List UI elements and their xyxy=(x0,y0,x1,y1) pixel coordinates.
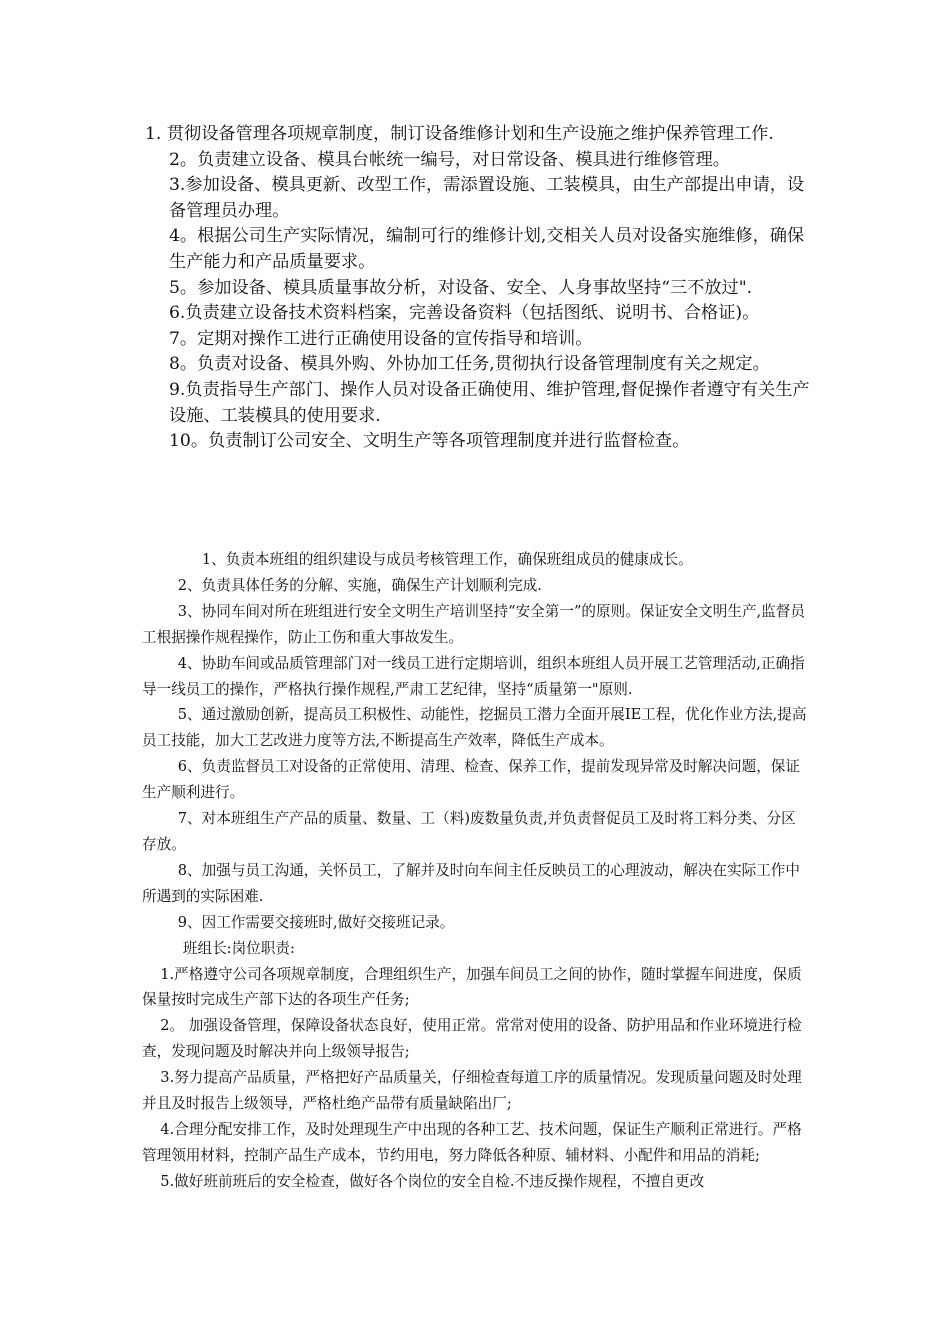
duty-paragraph: 6、负责监督员工对设备的正常使用、清理、检查、保养工作，提前发现异常及时解决问题，保证生产顺利进行。 xyxy=(142,758,800,802)
duty-paragraph: 8。负责对设备、模具外购、外协加工任务,贯彻执行设备管理制度有关之规定。 xyxy=(169,354,770,375)
duty-paragraph: 2。负责建立设备、模具台帐统一编号，对日常设备、模具进行维修管理。 xyxy=(169,149,730,170)
duty-paragraph: 4.合理分配安排工作，及时处理现生产中出现的各种工艺、技术问题，保证生产顺利正常进行。严格管理领用材料，控制产品生产成本，节约用电，努力降低各种原、辅材料、小配件和用品的消耗; xyxy=(142,1120,802,1164)
duty-paragraph: 4。根据公司生产实际情况，编制可行的维修计划,交相关人员对设备实施维修，确保生产能力和产品质量要求。 xyxy=(169,226,805,272)
duty-paragraph: 10。负责制订公司安全、文明生产等各项管理制度并进行监督检查。 xyxy=(169,431,690,452)
duty-paragraph: 1、负责本班组的组织建设与成员考核管理工作，确保班组成员的健康成长。 xyxy=(201,551,693,568)
duty-paragraph: 3、协同车间对所在班组进行安全文明生产培训坚持“安全第一”的原则。保证安全文明生产,监督员工根据操作规程操作，防止工伤和重大事故发生。 xyxy=(142,602,805,646)
duty-paragraph: 9、因工作需要交接班时,做好交接班记录。 xyxy=(177,913,455,931)
section-heading: 班组长:岗位职责: xyxy=(182,939,295,957)
duty-paragraph: 6.负责建立设备技术资料档案，完善设备资料（包括图纸、说明书、合格证)。 xyxy=(169,303,760,324)
duty-paragraph: 9.负责指导生产部门、操作人员对设备正确使用、维护管理,督促操作者遵守有关生产设施、工装模具的使用要求. xyxy=(169,379,810,426)
duty-paragraph: 2。 加强设备管理，保障设备状态良好，使用正常。常常对使用的设备、防护用品和作业环境进行检查，发现问题及时解决并向上级领导报告; xyxy=(142,1017,802,1061)
duty-paragraph: 5.做好班前班后的安全检查，做好各个岗位的安全自检.不违反操作规程，不擅自更改 xyxy=(160,1172,705,1190)
duty-paragraph: 7。定期对操作工进行正确使用设备的宣传指导和培训。 xyxy=(169,328,593,349)
duty-paragraph: 5。参加设备、模具质量事故分析，对设备、安全、人身事故坚持“三不放过". xyxy=(169,277,753,298)
duty-paragraph: 3.努力提高产品质量，严格把好产品质量关，仔细检查每道工序的质量情况。发现质量问题及时处理并且及时报告上级领导，严格杜绝产品带有质量缺陷出厂; xyxy=(142,1069,802,1113)
team-leader-duties xyxy=(142,547,810,1195)
duty-paragraph: 2、负责具体任务的分解、实施，确保生产计划顺利完成. xyxy=(177,576,542,594)
duty-paragraph: 8、加强与员工沟通，关怀员工，了解并及时向车间主任反映员工的心理波动，解决在实际工作中所遇到的实际困难. xyxy=(142,861,800,905)
duty-paragraph: 1.严格遵守公司各项规章制度，合理组织生产，加强车间员工之间的协作，随时掌握车间进度，保质保量按时完成生产部下达的各项生产任务; xyxy=(142,965,802,1009)
duty-paragraph: 1. 贯彻设备管理各项规章制度，制订设备维修计划和生产设施之维护保养管理工作. xyxy=(145,124,774,144)
equipment-management-duties xyxy=(145,122,810,455)
duty-paragraph: 4、协助车间或品质管理部门对一线员工进行定期培训，组织本班组人员开展工艺管理活动,正确指导一线员工的操作，严格执行操作规程,严肃工艺纪律，坚持“质量第一"原则. xyxy=(142,654,805,698)
duty-paragraph: 5、通过激励创新，提高员工积极性、动能性，挖掘员工潜力全面开展IE工程，优化作业方法,提高员工技能，加大工艺改进力度等方法,不断提高生产效率，降低生产成本。 xyxy=(142,706,807,750)
duty-paragraph: 7、对本班组生产产品的质量、数量、工（料)废数量负责,并负责督促员工及时将工料分类、分区存放。 xyxy=(142,810,796,853)
duty-paragraph: 3.参加设备、模具更新、改型工作，需添置设施、工装模具，由生产部提出申请，设备管理员办理。 xyxy=(169,175,805,221)
